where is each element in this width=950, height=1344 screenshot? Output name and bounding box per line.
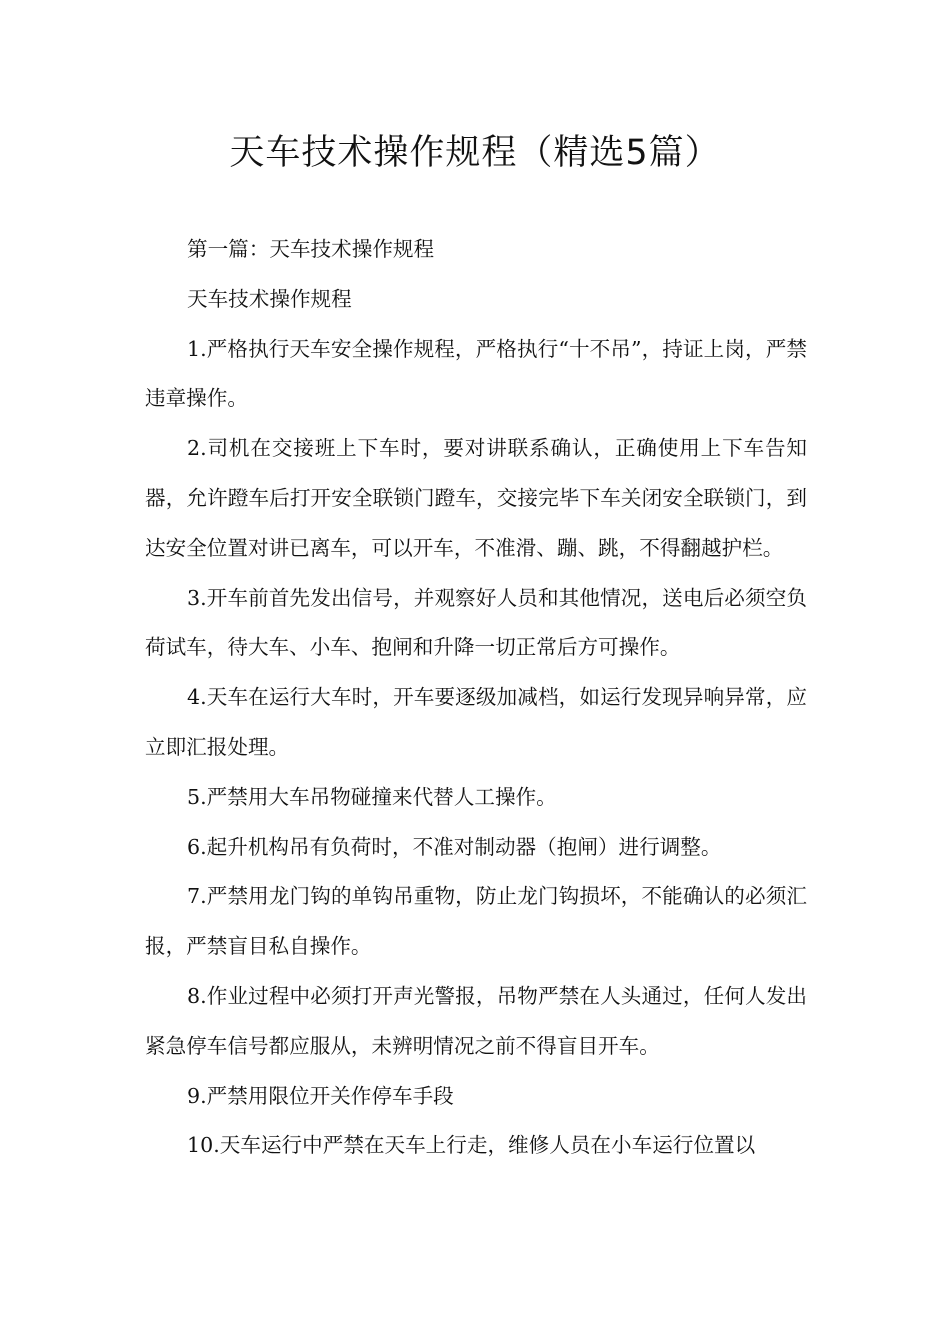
document-title: 天车技术操作规程（精选5篇） — [229, 133, 721, 173]
rule-paragraph: 9.严禁用限位开关作停车手段 — [187, 1083, 454, 1108]
rule-paragraph: 6.起升机构吊有负荷时，不准对制动器（抱闸）进行调整。 — [187, 834, 722, 859]
document-body — [145, 225, 807, 1171]
rule-paragraph: 3.开车前首先发出信号，并观察好人员和其他情况，送电后必须空负荷试车，待大车、小车、抱闸和升降一切正常后方可操作。 — [145, 585, 807, 660]
rule-paragraph: 8.作业过程中必须打开声光警报，吊物严禁在人头通过，任何人发出紧急停车信号都应服从，未辨明情况之前不得盲目开车。 — [145, 983, 807, 1058]
rule-paragraph: 1.严格执行天车安全操作规程，严格执行“十不吊”，持证上岗，严禁违章操作。 — [145, 336, 807, 411]
subsection-heading: 天车技术操作规程 — [187, 286, 352, 311]
rule-paragraph: 5.严禁用大车吊物碰撞来代替人工操作。 — [187, 784, 557, 809]
rule-paragraph: 7.严禁用龙门钩的单钩吊重物，防止龙门钩损坏，不能确认的必须汇报，严禁盲目私自操作。 — [145, 884, 807, 959]
rule-paragraph: 2.司机在交接班上下车时，要对讲联系确认，正确使用上下车告知器，允许蹬车后打开安全联锁门蹬车，交接完毕下车关闭安全联锁门，到达安全位置对讲已离车，可以开车，不准滑、蹦、跳，不得翻越护栏。 — [145, 436, 807, 560]
rule-paragraph: 10.天车运行中严禁在天车上行走，维修人员在小车运行位置以 — [187, 1133, 756, 1158]
rule-paragraph: 4.天车在运行大车时，开车要逐级加减档，如运行发现异响异常，应立即汇报处理。 — [145, 685, 807, 759]
section-heading: 第一篇：天车技术操作规程 — [187, 237, 435, 261]
